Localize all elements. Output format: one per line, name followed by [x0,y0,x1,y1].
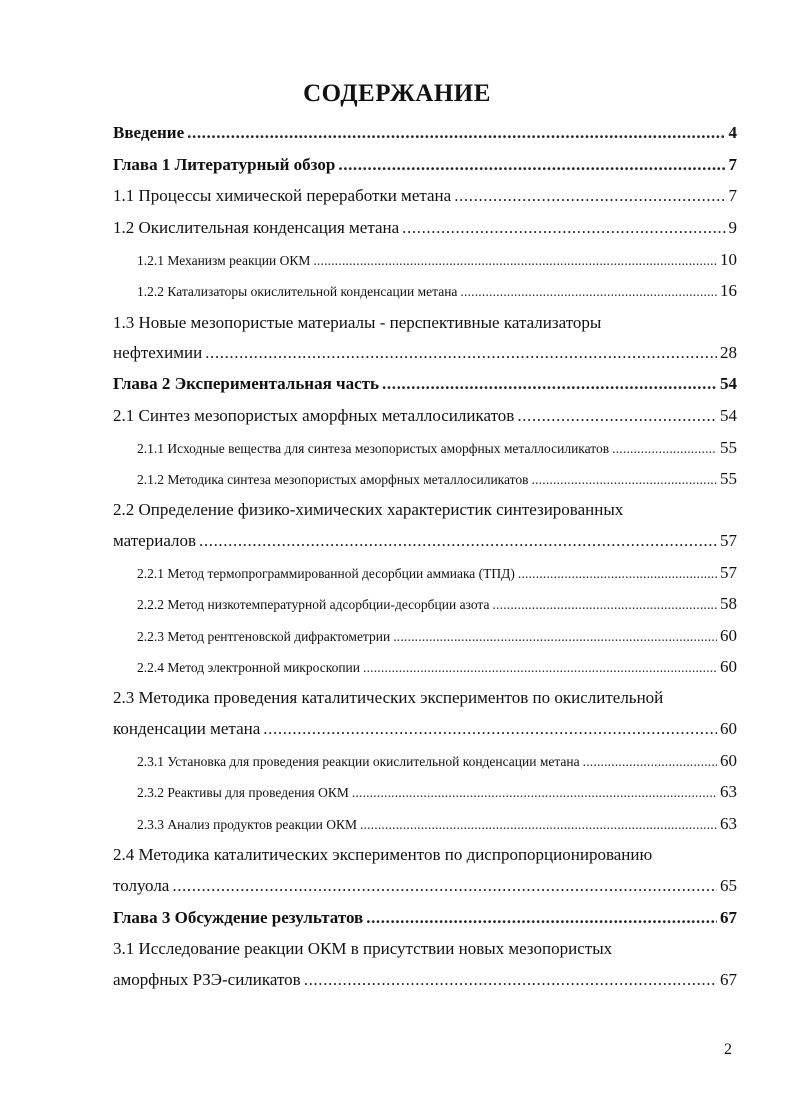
toc-entry-2-1-1[interactable] [137,438,737,458]
dot-leader [532,472,717,488]
dot-leader [263,719,717,739]
toc-entry-label: 2.1.1 Исходные вещества для синтеза мезопористых аморфных металлосиликатов [137,441,610,456]
dot-leader [454,186,725,206]
toc-entry-2-4[interactable] [113,876,737,896]
toc-entry-label: Глава 1 Литературный обзор [113,155,336,174]
toc-entry-label: 2.3.3 Анализ продуктов реакции ОКМ [137,817,357,832]
toc-entry-label: 2.2.3 Метод рентгеновской дифрактометрии [137,629,391,644]
toc-entry-chapter-3[interactable] [113,908,737,928]
toc-page-number: 55 [720,469,737,488]
toc-entry-2-2-4[interactable] [137,657,737,677]
toc-entry-label: 1.2.1 Механизм реакции ОКМ [137,253,311,268]
toc-entry-label: Введение [113,123,185,142]
toc-entry-2-3-1[interactable] [137,751,737,771]
toc-entry-label: 2.2.4 Метод электронной микроскопии [137,660,360,675]
toc-entry-label: нефтехимии [113,343,203,362]
toc-entry-label: толуола [113,876,170,895]
toc-entry-label: 2.2.2 Метод низкотемпературной адсорбции-десорбции азота [137,597,490,612]
toc-entry-introduction[interactable] [113,123,737,143]
dot-leader [366,908,717,928]
toc-entry-2-3-first-line: 2.3 Методика проведения каталитических экспериментов по окислительной [113,688,664,707]
dot-leader [304,970,717,990]
toc-page-number: 65 [720,876,737,895]
dot-leader [187,123,725,143]
toc-entry-3-1-first-line: 3.1 Исследование реакции ОКМ в присутствии новых мезопористых [113,939,613,958]
toc-entry-chapter-2[interactable] [113,374,737,394]
toc-page-number: 9 [728,218,737,237]
toc-entry-label: 2.1 Синтез мезопористых аморфных металлосиликатов [113,406,515,425]
toc-entry-1-3-first-line: 1.3 Новые мезопористые материалы - перспективные катализаторы [113,313,602,332]
toc-entry-label: Глава 3 Обсуждение результатов [113,908,364,927]
toc-entry-2-2-3[interactable] [137,626,737,646]
toc-entry-label: 1.2.2 Катализаторы окислительной конденсации метана [137,284,458,299]
toc-entry-label: материалов [113,531,197,550]
toc-page-number: 54 [720,406,737,425]
toc-page-number: 7 [728,186,737,205]
toc-entry-label: 2.2.1 Метод термопрограммированной десорбции аммиака (ТПД) [137,566,515,581]
toc-entry-label: 2.3.1 Установка для проведения реакции окислительной конденсации метана [137,754,580,769]
dot-leader [518,566,717,582]
toc-page-number: 67 [720,908,737,927]
dot-leader [583,754,717,770]
toc-page-number: 57 [720,563,737,582]
toc-entry-1-3[interactable] [113,343,737,363]
toc-entry-label: аморфных РЗЭ-силикатов [113,970,301,989]
toc-page-number: 57 [720,531,737,550]
dot-leader [517,406,717,426]
toc-entry-1-1[interactable] [113,186,737,206]
toc-entry-2-3-2[interactable] [137,782,737,802]
toc-page-number: 10 [720,250,737,269]
toc-page-number: 54 [720,374,737,393]
dot-leader [612,441,717,457]
dot-leader [402,218,725,238]
toc-entry-2-2-first-line: 2.2 Определение физико-химических характеристик синтезированных [113,500,624,519]
toc-entry-2-2[interactable] [113,531,737,551]
dot-leader [363,660,717,676]
toc-entry-2-1-2[interactable] [137,469,737,489]
toc-page-number: 60 [720,626,737,645]
toc-page-number: 63 [720,782,737,801]
toc-page-number: 60 [720,657,737,676]
dot-leader [313,253,717,269]
toc-entry-2-4-first-line: 2.4 Методика каталитических экспериментов по диспропорционированию [113,845,653,864]
dot-leader [205,343,717,363]
toc-entry-label: Глава 2 Экспериментальная часть [113,374,380,393]
toc-entry-1-2-1[interactable] [137,250,737,270]
toc-entry-label: 2.3.2 Реактивы для проведения ОКМ [137,785,349,800]
dot-leader [460,284,717,300]
toc-page-number: 4 [728,123,737,142]
toc-entry-1-2-2[interactable] [137,281,737,301]
toc-page-number: 60 [720,751,737,770]
dot-leader [338,155,725,175]
toc-entry-1-2[interactable] [113,218,737,238]
page-number: 2 [724,1041,732,1058]
toc-entry-3-1[interactable] [113,970,737,990]
toc-entry-label: 2.1.2 Методика синтеза мезопористых аморфных металлосиликатов [137,472,529,487]
toc-entry-label: 1.2 Окислительная конденсация метана [113,218,400,237]
dot-leader [172,876,717,896]
toc-entry-2-1[interactable] [113,406,737,426]
dot-leader [492,597,717,613]
toc-entry-chapter-1[interactable] [113,155,737,175]
toc-entry-2-3[interactable] [113,719,737,739]
toc-entry-2-2-2[interactable] [137,594,737,614]
toc-page-number: 28 [720,343,737,362]
toc-entry-2-3-3[interactable] [137,814,737,834]
dot-leader [199,531,717,551]
toc-entry-label: 1.1 Процессы химической переработки метана [113,186,452,205]
dot-leader [360,817,717,833]
toc-page-number: 60 [720,719,737,738]
toc-page-number: 58 [720,594,737,613]
toc-page-number: 63 [720,814,737,833]
toc-page-number: 55 [720,438,737,457]
page-title: СОДЕРЖАНИЕ [303,80,491,107]
toc-page-number: 16 [720,281,737,300]
dot-leader [352,785,717,801]
toc-entry-label: конденсации метана [113,719,261,738]
toc-entry-2-2-1[interactable] [137,563,737,583]
toc-page-number: 7 [728,155,737,174]
toc-page-number: 67 [720,970,737,989]
dot-leader [382,374,717,394]
dot-leader [393,629,717,645]
